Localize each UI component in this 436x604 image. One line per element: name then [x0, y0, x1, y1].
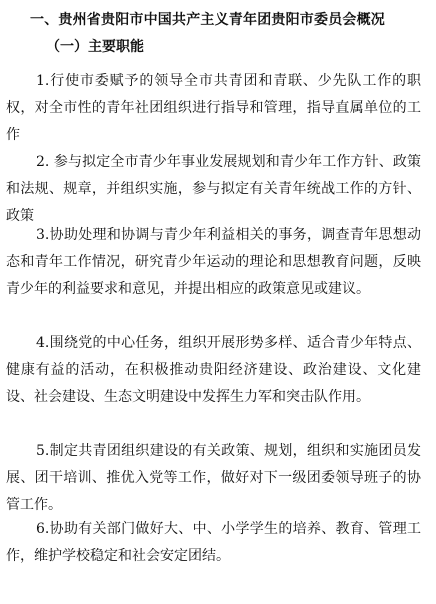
subsection-heading: （一）主要职能 [46, 39, 144, 55]
paragraph-5: 5.制定共青团组织建设的有关政策、规划，组织和实施团员发展、团干培训、推优入党等工作，做好对下一级团委领导班子的协管工作。 [6, 443, 421, 513]
paragraph-6: 6.协助有关部门做好大、中、小学学生的培养、教育、管理工作，维护学校稳定和社会安定团结。 [6, 521, 421, 564]
paragraph-1: 1.行使市委赋予的领导全市共青团和青联、少先队工作的职权，对全市性的青年社团组织进行指导和管理，指导直属单位的工作 [6, 73, 421, 143]
paragraph-4: 4.围绕党的中心任务，组织开展形势多样、适合青少年特点、健康有益的活动，在积极推动贵阳经济建设、政治建设、文化建设、社会建设、生态文明建设中发挥生力军和突击队作用。 [6, 335, 421, 405]
paragraph-3: 3.协助处理和协调与青少年利益相关的事务，调查青年思想动态和青年工作情况，研究青少年运动的理论和思想教育问题，反映青少年的利益要求和意见，并提出相应的政策意见或建议。 [6, 227, 421, 297]
section-heading: 一、贵州省贵阳市中国共产主义青年团贵阳市委员会概况 [30, 12, 385, 28]
paragraph-2: 2. 参与拟定全市青少年事业发展规划和青少年工作方针、政策和法规、规章，并组织实施，参与拟定有关青年统战工作的方针、政策 [6, 154, 421, 224]
